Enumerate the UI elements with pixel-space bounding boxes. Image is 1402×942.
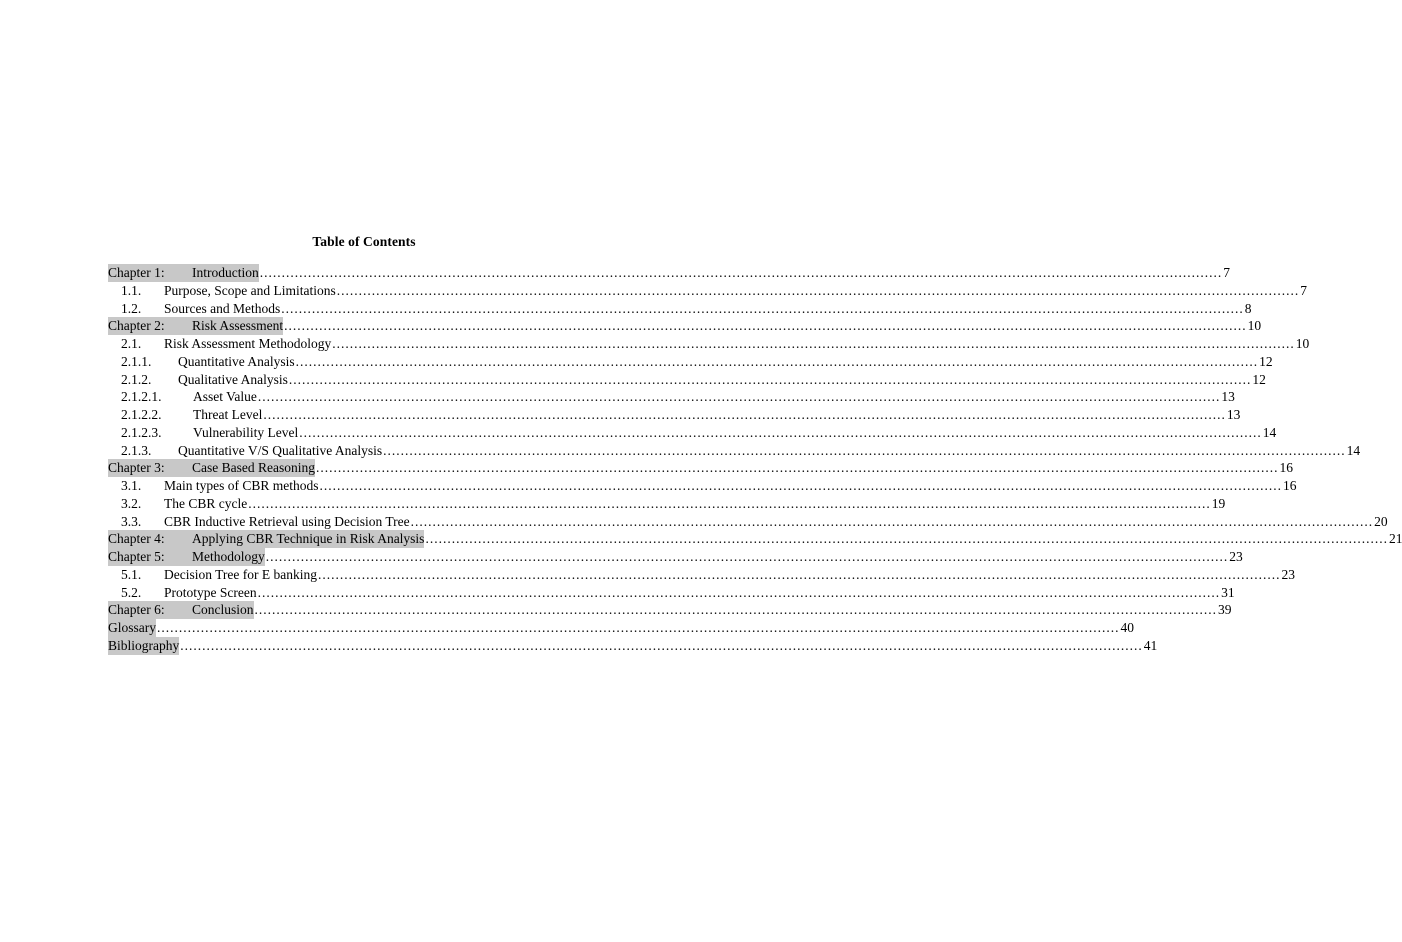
- dot-leader: ............................................................................................................................................................................................................................: [284, 318, 1247, 334]
- toc-entry-page: 41: [1143, 637, 1158, 653]
- dot-leader: ............................................................................................................................................................................................................................: [257, 584, 1221, 600]
- toc-entry-number: 3.3.: [121, 513, 142, 529]
- toc-entry[interactable]: [108, 459, 1293, 477]
- dot-leader: ............................................................................................................................................................................................................................: [332, 336, 1295, 351]
- toc-entry-title: CBR Inductive Retrieval using Decision Tree: [164, 513, 410, 529]
- toc-entry-page: 12: [1259, 353, 1273, 369]
- toc-entry[interactable]: [108, 530, 1402, 548]
- toc-entry-number: 2.1.2.3.: [121, 424, 162, 440]
- toc-entry-title: Quantitative V/S Qualitative Analysis: [178, 442, 383, 458]
- toc-entry[interactable]: [108, 442, 1361, 460]
- toc-entry-number: 2.1.2.: [121, 371, 152, 387]
- dot-leader: ............................................................................................................................................................................................................................: [383, 442, 1346, 458]
- toc-entry-page: 7: [1223, 265, 1230, 280]
- toc-entry-number: 2.1.2.1.: [121, 389, 162, 405]
- toc-entry-page: 10: [1247, 318, 1262, 334]
- dot-leader: ............................................................................................................................................................................................................................: [259, 265, 1223, 280]
- toc-entry[interactable]: [108, 371, 1266, 389]
- toc-entry-title: Asset Value: [193, 389, 257, 405]
- dot-leader: ............................................................................................................................................................................................................................: [425, 531, 1388, 547]
- toc-entry[interactable]: [108, 282, 1307, 300]
- toc-entry-title: Applying CBR Technique in Risk Analysis: [192, 531, 425, 547]
- toc-entry-title: Methodology: [192, 549, 265, 564]
- toc-entry-title: Conclusion: [192, 602, 254, 618]
- toc-entry-number: 2.1.2.2.: [121, 407, 162, 422]
- toc-entry[interactable]: [108, 584, 1235, 602]
- toc-entry-page: 40: [1120, 620, 1134, 635]
- toc-entry-title: The CBR cycle: [164, 495, 248, 511]
- toc-entry-title: Prototype Screen: [164, 584, 257, 600]
- toc-entry[interactable]: [108, 619, 1134, 637]
- dot-leader: ............................................................................................................................................................................................................................: [288, 371, 1252, 387]
- dot-leader: ............................................................................................................................................................................................................................: [336, 282, 1300, 298]
- toc-entry-number: 5.1.: [121, 566, 142, 582]
- toc-entry-page: 14: [1262, 424, 1277, 440]
- toc-entry[interactable]: [108, 637, 1158, 655]
- toc-entry-number: 5.2.: [121, 584, 142, 600]
- toc-entry-page: 13: [1221, 389, 1235, 405]
- toc-entry-title: Sources and Methods: [164, 300, 281, 316]
- toc-entry-title: Decision Tree for E banking: [164, 566, 317, 582]
- dot-leader: ............................................................................................................................................................................................................................: [254, 602, 1218, 618]
- toc-entry-page: 23: [1229, 549, 1243, 564]
- toc-entry-title: Introduction: [192, 265, 259, 280]
- dot-leader: ............................................................................................................................................................................................................................: [265, 549, 1229, 564]
- toc-entry-page: 13: [1226, 407, 1241, 422]
- dot-leader: ............................................................................................................................................................................................................................: [248, 495, 1211, 511]
- toc-title: Table of Contents: [312, 234, 416, 249]
- toc-entry[interactable]: [108, 601, 1232, 619]
- toc-entry-page: 39: [1218, 602, 1232, 618]
- toc-entry-title: Vulnerability Level: [193, 424, 299, 440]
- toc-entry-title: Quantitative Analysis: [178, 353, 295, 369]
- toc-entry-title: Case Based Reasoning: [192, 460, 315, 476]
- dot-leader: ............................................................................................................................................................................................................................: [410, 513, 1374, 529]
- toc-entry-number: Chapter 1:: [108, 264, 192, 282]
- dot-leader: ............................................................................................................................................................................................................................: [257, 389, 1221, 405]
- toc-entry[interactable]: [108, 495, 1226, 513]
- toc-entry-title: Glossary: [108, 620, 156, 635]
- toc-entry[interactable]: [108, 406, 1241, 424]
- toc-entry[interactable]: [108, 300, 1252, 318]
- toc-entry[interactable]: [108, 477, 1297, 495]
- toc-entry-page: 16: [1283, 478, 1297, 493]
- toc-entry-number: Chapter 4:: [108, 530, 192, 548]
- dot-leader: ............................................................................................................................................................................................................................: [281, 300, 1244, 316]
- toc-entry-title: Risk Assessment Methodology: [164, 336, 332, 351]
- toc-entry-title: Qualitative Analysis: [178, 371, 288, 387]
- toc-entry[interactable]: [108, 548, 1243, 566]
- toc-entry-number: 2.1.3.: [121, 442, 152, 458]
- toc-entry-page: 14: [1346, 442, 1361, 458]
- toc-entry-page: 23: [1281, 566, 1295, 582]
- toc-entry-title: Bibliography: [108, 637, 180, 653]
- dot-leader: ............................................................................................................................................................................................................................: [319, 478, 1282, 493]
- toc-entry-number: 3.1.: [121, 478, 142, 493]
- dot-leader: ............................................................................................................................................................................................................................: [180, 637, 1143, 653]
- toc-entry-page: 7: [1300, 282, 1307, 298]
- dot-leader: ............................................................................................................................................................................................................................: [295, 353, 1259, 369]
- toc-entry-number: 1.2.: [121, 300, 142, 316]
- toc-entry-page: 20: [1374, 513, 1388, 529]
- toc-entry[interactable]: [108, 264, 1230, 282]
- toc-entry-page: 10: [1295, 336, 1310, 351]
- toc-entry[interactable]: [108, 566, 1295, 584]
- toc-entry-number: 3.2.: [121, 495, 142, 511]
- dot-leader: ............................................................................................................................................................................................................................: [157, 620, 1120, 635]
- toc-entry-title: Risk Assessment: [192, 318, 284, 334]
- toc-entry-title: Purpose, Scope and Limitations: [164, 282, 336, 298]
- toc-entry-title: Main types of CBR methods: [164, 478, 319, 493]
- dot-leader: ............................................................................................................................................................................................................................: [299, 424, 1262, 440]
- dot-leader: ............................................................................................................................................................................................................................: [263, 407, 1226, 422]
- toc-entry[interactable]: [108, 388, 1235, 406]
- toc-entry-title: Threat Level: [193, 407, 263, 422]
- dot-leader: ............................................................................................................................................................................................................................: [317, 566, 1281, 582]
- toc-entry[interactable]: [108, 424, 1277, 442]
- toc-entry-number: Chapter 3:: [108, 459, 192, 477]
- toc-entry[interactable]: [108, 353, 1273, 371]
- toc-entry-page: 8: [1244, 300, 1252, 316]
- toc-entry-number: 1.1.: [121, 282, 142, 298]
- toc-entry-page: 12: [1252, 371, 1266, 387]
- dot-leader: ............................................................................................................................................................................................................................: [315, 460, 1279, 476]
- toc-entry-number: 2.1.1.: [121, 353, 152, 369]
- toc-entry-number: Chapter 5:: [108, 548, 192, 566]
- toc-entry-page: 19: [1211, 495, 1226, 511]
- toc-entry-page: 16: [1279, 460, 1293, 476]
- table-of-contents: [108, 264, 1402, 655]
- toc-entry-number: 2.1.: [121, 336, 142, 351]
- toc-entry-page: 21: [1388, 531, 1402, 547]
- toc-entry-number: Chapter 6:: [108, 601, 192, 619]
- toc-entry-number: Chapter 2:: [108, 317, 192, 335]
- toc-entry[interactable]: [108, 513, 1388, 531]
- toc-entry[interactable]: [108, 335, 1310, 353]
- toc-entry-page: 31: [1221, 584, 1235, 600]
- toc-entry[interactable]: [108, 317, 1262, 335]
